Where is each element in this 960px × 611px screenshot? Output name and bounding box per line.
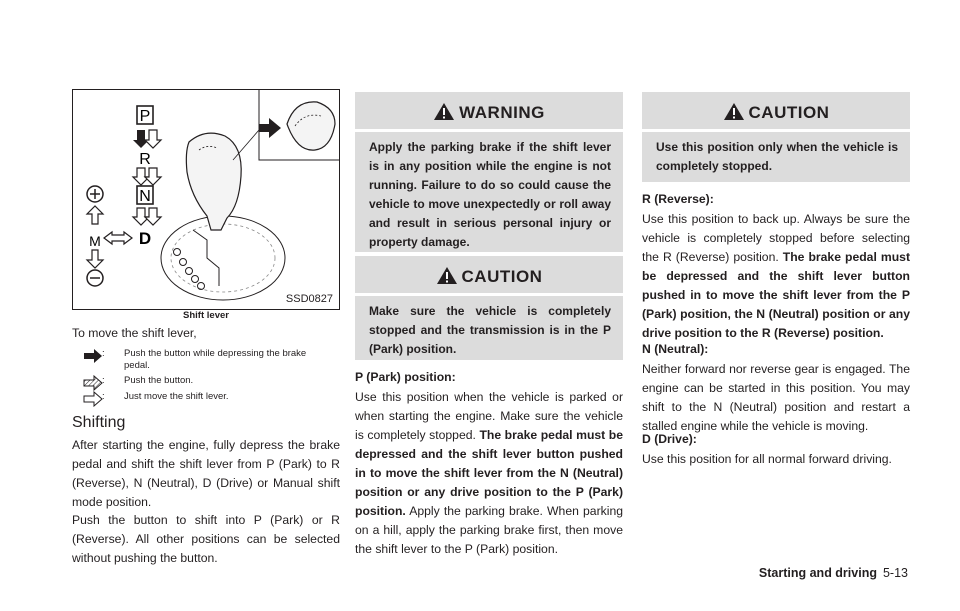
gate-label-r: R (139, 151, 151, 168)
page-number: 5-13 (882, 566, 908, 580)
park-text-2: Apply the parking brake. When parking on a hill, apply the parking brake first, then move the shift lever to the P (Park) position. (355, 504, 624, 556)
gate-label-d: D (138, 229, 152, 248)
hatched-arrow-icon (82, 375, 104, 391)
gate-label-n: N (139, 188, 151, 205)
caution-title: CAUTION (461, 267, 543, 286)
park-heading: P (Park) position: (355, 370, 456, 384)
warning-title: WARNING (459, 103, 545, 122)
warning-triangle-icon (433, 102, 455, 121)
outline-arrow-icon (82, 391, 104, 407)
caution-divider (642, 129, 910, 132)
page-footer (759, 566, 908, 580)
reverse-heading: R (Reverse): (642, 192, 714, 206)
reverse-text-1: Use this position to back up. Always be sure the vehicle is completely stopped before selecting the R (Reverse) position. (642, 212, 910, 264)
section-title-shifting: Shifting (72, 414, 126, 431)
gate-label-p: P (139, 108, 151, 125)
caution-text: Make sure the vehicle is completely stopped and the transmission is in the P (Park) position. (369, 304, 611, 356)
figure-caption: Shift lever (183, 310, 229, 321)
caution-text: Use this position only when the vehicle is completely stopped. (656, 140, 898, 173)
legend-colon: : (102, 375, 105, 386)
caution-triangle-icon (436, 266, 458, 285)
shift-lever-figure (72, 89, 340, 310)
legend-colon: : (102, 348, 105, 359)
intro-text: To move the shift lever, (72, 326, 197, 340)
drive-paragraph: Use this position for all normal forward driving. (642, 452, 892, 466)
gate-label-m: M (89, 233, 101, 249)
legend-colon: : (102, 391, 105, 402)
park-text-1: Use this position when the vehicle is parked or when starting the engine. Make sure the vehicle is completely stopped. (355, 390, 623, 442)
shifting-paragraph-2: Push the button to shift into P (Park) or R (Reverse). All other positions can be selected without pushing the button. (72, 513, 340, 565)
figure-code: SSD0827 (285, 293, 333, 305)
legend-text: Just move the shift lever. (124, 391, 229, 402)
solid-arrow-icon (82, 348, 104, 364)
warning-divider (355, 129, 623, 132)
reverse-text-bold: The brake pedal must be depressed and the shift lever button pushed in to move the shift lever from the P (Park) position, the N (Neutral) position or any drive position to the R (Reverse) position. (642, 250, 910, 340)
warning-box (355, 92, 623, 252)
caution-box-middle (355, 256, 623, 360)
caution-header (642, 102, 910, 123)
caution-box-right (642, 92, 910, 182)
park-text-bold: The brake pedal must be depressed and the shift lever button pushed in to move the shift lever from the N (Neutral) position or any drive position to the P (Park) position. (355, 428, 623, 518)
drive-heading: D (Drive): (642, 432, 697, 446)
neutral-heading: N (Neutral): (642, 342, 709, 356)
arrow-legend (72, 348, 340, 408)
legend-text: Push the button while depressing the brake pedal. (124, 348, 307, 371)
reverse-paragraph (642, 210, 910, 343)
warning-header (355, 102, 623, 123)
shifting-paragraph-1: After starting the engine, fully depress the brake pedal and shift the shift lever from P (Park) to R (Reverse), N (Neutral), D (Drive) or Manual shift mode position. (72, 438, 340, 509)
caution-title: CAUTION (748, 103, 830, 122)
shift-lever-illustration (73, 90, 339, 309)
neutral-paragraph: Neither forward nor reverse gear is engaged. The engine can be started in this position. You may shift to the N (Neutral) position and restart a stalled engine while the vehicle is moving. (642, 362, 910, 433)
caution-header (355, 266, 623, 287)
caution-triangle-icon (723, 102, 745, 121)
warning-text: Apply the parking brake if the shift lever is in any position while the engine is not running. Failure to do so could cause the vehicle to move unexpectedly or roll away and result in serious personal injury or property damage. (369, 140, 611, 249)
footer-section: Starting and driving (758, 566, 877, 580)
legend-text: Push the button. (124, 375, 194, 386)
caution-divider (355, 293, 623, 296)
park-paragraph (355, 388, 623, 559)
